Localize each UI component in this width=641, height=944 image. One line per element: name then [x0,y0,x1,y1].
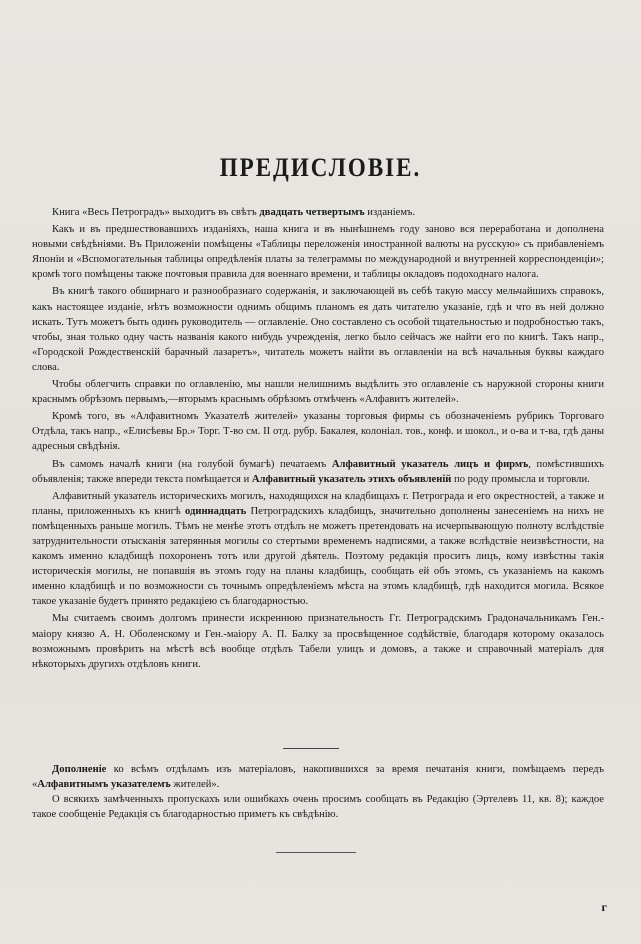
paragraph [32,762,604,792]
bold-text: двадцать четвертымъ [259,207,365,218]
text: жителей». [170,779,220,791]
text: Въ самомъ началѣ книги (на голубой бумагѣ) печатаемъ [52,458,332,470]
text: Книга «Весь Петроградъ» выходитъ въ свѣтъ [52,207,260,218]
bold-text: Алфавитный указатель лицъ и фирмъ [331,458,529,470]
paragraph [32,457,604,487]
paragraph [32,489,604,610]
text: по роду промысла и торговли. [451,473,590,485]
preface-body [32,205,604,674]
text: Петроградскихъ кладбищъ, значительно дополнены занесеніемъ на нихъ не помѣщенныхъ раньше могилъ. Тѣмъ не менѣе этотъ отдѣлъ не можетъ претендовать на исчерпывающую полноту вслѣдствіе затруднительности отысканія затерянныя могилы со стертыми временемъ надписями, а также вслѣдствіе неизвѣстности, на какомъ именно кладбищѣ похороненъ тотъ или другой дѣятель. Поэтому редакція проситъ лицъ, кому извѣстны такія историческія могилы, не попавшія въ этомъ году на планы кладбищъ, сообщать ей объ этомъ, съ указаніемъ на какомъ именно кладбищѣ и по возможности съ точнымъ опредѣленіемъ мѣста на этомъ кладбищѣ, гдѣ находится могила. Всякое такое указаніе будетъ принято редакціею съ благодарностью. [32,505,604,608]
text: изданіемъ. [364,207,416,218]
text: Алфавитный указатель историческихъ могилъ, находящихся на кладбищахъ г. Петрограда и его окрестностей, а также и планы, приложенныхъ къ книгѣ [32,490,604,517]
signature-mark: г [601,900,607,914]
bold-text: одиннадцать [185,505,247,517]
paragraph [32,205,604,220]
text: ко всѣмъ отдѣламъ изъ матеріаловъ, накопившихся за время печатанія книги, помѣщаемъ передъ « [32,764,604,791]
bold-text: Алфавитный указатель этихъ объявленій [251,473,452,485]
paragraph: Мы считаемъ своимъ долгомъ принести искреннюю признательность Гг. Петроградскимъ Градоначальникамъ Ген.-маіору князю А. Н. Оболенскому и Ген.-маіору А. П. Балку за просвѣщенное содѣйствіе, благодаря которому оказалось возможнымъ провѣрить на мѣстѣ всѣ вообще отдѣлъ Табели улицъ и домовъ, а также и справочный матеріалъ для нѣкоторыхъ другихъ отдѣловъ книги. [32,613,604,670]
paragraph: О всякихъ замѣченныхъ пропускахъ или ошибкахъ очень просимъ сообщать въ Редакцію (Эртелевъ 11, кв. 8); каждое такое сообщеніе Редакція съ благодарностью приметъ къ свѣдѣнію. [32,794,604,821]
bold-text: Алфавитнымъ указателемъ [37,779,171,791]
bold-text: Дополненіе [52,764,107,775]
paragraph: Въ книгѣ такого обширнаго и разнообразнаго содержанія, и заключающей въ себѣ такую массу мельчайшихъ справокъ, какъ настоящее изданіе, нѣтъ возможности однимъ общимъ планомъ ея дать читателю указаніе, гдѣ и что въ ней должно искать. Тутъ можетъ быть одинъ руководитель — оглавленіе. Оно составлено съ особой тщательностью и подробностью такъ, чтобы, зная только одну часть названія какого нибудь учрежденія, легко было сейчасъ же найти его по книгѣ. Такъ напр., «Городской Рождественскій барачный лазаретъ», читатель можетъ найти въ оглавленіи на всѣ начальныя буквы каждаго слова. [32,286,604,373]
paragraph: Кромѣ того, въ «Алфавитномъ Указателѣ жителей» указаны торговыя фирмы съ обозначеніемъ рубрикъ Торговаго Отдѣла, такъ напр., «Елисѣевы Бр.» Торг. Т-во см. II отд. рубр. Бакалея, колоніал. тов., конф. и шокол., и о-ва и т-ва, гдѣ даны адресныя свѣдѣнія. [32,411,604,453]
paragraph: Чтобы облегчить справки по оглавленію, мы нашли нелишнимъ выдѣлить это оглавленіе съ наружной стороны книги краснымъ обрѣзомъ первымъ,—вторымъ краснымъ обрѣзомъ отмѣченъ «Алфавитъ жителей». [32,379,604,406]
notes [32,762,604,822]
paragraph: Какъ и въ предшествовавшихъ изданіяхъ, наша книга и въ нынѣшнемъ году заново вся переработана и дополнена новыми свѣдѣніями. Въ Приложеніи помѣщены «Таблицы переложенія иностранной валюты на русскую» съ прибавленіемъ Японіи и «Вспомогательныя таблицы опредѣленія платы за телеграммы по международной и внутренней корреспонденціи»; кромѣ того помѣщены также почтовыя правила для военнаго времени, и таблицы окладовъ подоходнаго налога. [32,224,604,281]
text: , помѣстившихъ объявленія; также впереди текста помѣщается и [32,458,604,485]
divider [283,748,339,749]
divider [276,852,356,853]
page-title: ПРЕДИСЛОВІЕ. [219,153,422,182]
